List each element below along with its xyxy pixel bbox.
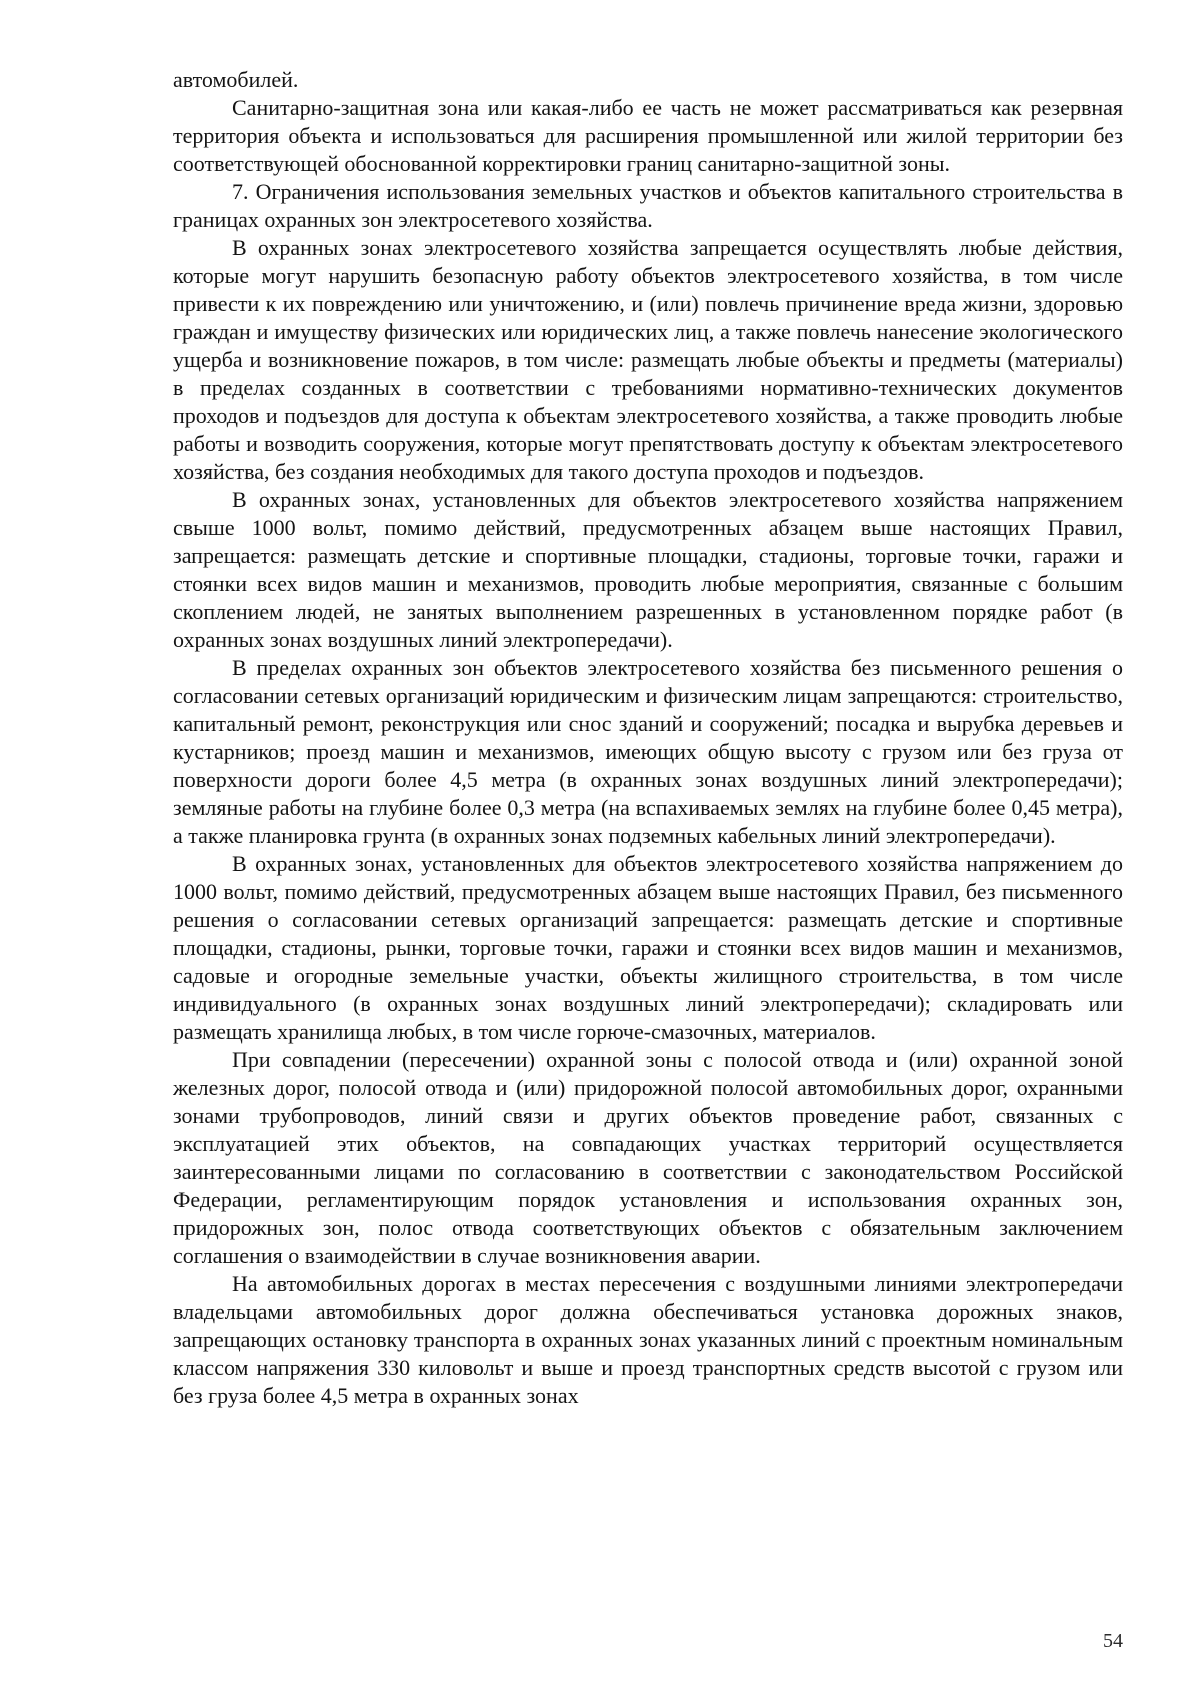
page-number: 54 — [1103, 1630, 1123, 1652]
paragraph-up-to-1000-volts: В охранных зонах, установленных для объектов электросетевого хозяйства напряжением до 1000 вольт, помимо действий, предусмотренных абзацем выше настоящих Правил, без письменного решения о согласовании сетевых организаций запрещается: размещать детские и спортивные площадки, стадионы, рынки, торговые точки, гаражи и стоянки всех видов машин и механизмов, садовые и огородные земельные участки, объекты жилищного строительства, в том числе индивидуального (в охранных зонах воздушных линий электропередачи); складировать или размещать хранилища любых, в том числе горюче-смазочных, материалов. — [173, 851, 1123, 1044]
paragraph-continuation: автомобилей. — [173, 67, 299, 92]
paragraph-zone-overlap: При совпадении (пересечении) охранной зоны с полосой отвода и (или) охранной зоной железных дорог, полосой отвода и (или) придорожной полосой автомобильных дорог, охранными зонами трубопроводов, линий связи и других объектов проведение работ, связанных с эксплуатацией этих объектов, на совпадающих участках территорий осуществляется заинтересованными лицами по согласованию в соответствии с законодательством Российской Федерации, регламентирующим порядок установления и использования охранных зон, придорожных зон, полос отвода соответствующих объектов с обязательным заключением соглашения о взаимодействии в случае возникновения аварии. — [173, 1047, 1123, 1268]
paragraph-over-1000-volts: В охранных зонах, установленных для объектов электросетевого хозяйства напряжением свыше 1000 вольт, помимо действий, предусмотренных абзацем выше настоящих Правил, запрещается: размещать детские и спортивные площадки, стадионы, торговые точки, гаражи и стоянки всех видов машин и механизмов, проводить любые мероприятия, связанные с большим скоплением людей, не занятых выполнением разрешенных в установленном порядке работ (в охранных зонах воздушных линий электропередачи). — [173, 487, 1123, 652]
paragraph-written-approval: В пределах охранных зон объектов электросетевого хозяйства без письменного решения о согласовании сетевых организаций юридическим и физическим лицам запрещаются: строительство, капитальный ремонт, реконструкция или снос зданий и сооружений; посадка и вырубка деревьев и кустарников; проезд машин и механизмов, имеющих общую высоту с грузом или без груза от поверхности дороги более 4,5 метра (в охранных зонах воздушных линий электропередачи); земляные работы на глубине более 0,3 метра (на вспахиваемых землях на глубине более 0,45 метра), а также планировка грунта (в охранных зонах подземных кабельных линий электропередачи). — [173, 655, 1123, 848]
document-page — [173, 66, 1123, 1410]
paragraph-road-signs: На автомобильных дорогах в местах пересечения с воздушными линиями электропередачи владельцами автомобильных дорог должна обеспечиваться установка дорожных знаков, запрещающих остановку транспорта в охранных зонах указанных линий с проектным номинальным классом напряжения 330 киловольт и выше и проезд транспортных средств высотой с грузом или без груза более 4,5 метра в охранных зонах — [173, 1271, 1123, 1408]
paragraph-general-restrictions: В охранных зонах электросетевого хозяйства запрещается осуществлять любые действия, которые могут нарушить безопасную работу объектов электросетевого хозяйства, в том числе привести к их повреждению или уничтожению, и (или) повлечь причинение вреда жизни, здоровью граждан и имуществу физических или юридических лиц, а также повлечь нанесение экологического ущерба и возникновение пожаров, в том числе: размещать любые объекты и предметы (материалы) в пределах созданных в соответствии с требованиями нормативно-технических документов проходов и подъездов для доступа к объектам электросетевого хозяйства, а также проводить любые работы и возводить сооружения, которые могут препятствовать доступу к объектам электросетевого хозяйства, без создания необходимых для такого доступа проходов и подъездов. — [173, 235, 1123, 484]
paragraph-section-7-heading: 7. Ограничения использования земельных участков и объектов капитального строительства в границах охранных зон электросетевого хозяйства. — [173, 179, 1123, 232]
paragraph-sanitary-zone: Санитарно-защитная зона или какая-либо ее часть не может рассматриваться как резервная территория объекта и использоваться для расширения промышленной или жилой территории без соответствующей обоснованной корректировки границ санитарно-защитной зоны. — [173, 95, 1123, 176]
